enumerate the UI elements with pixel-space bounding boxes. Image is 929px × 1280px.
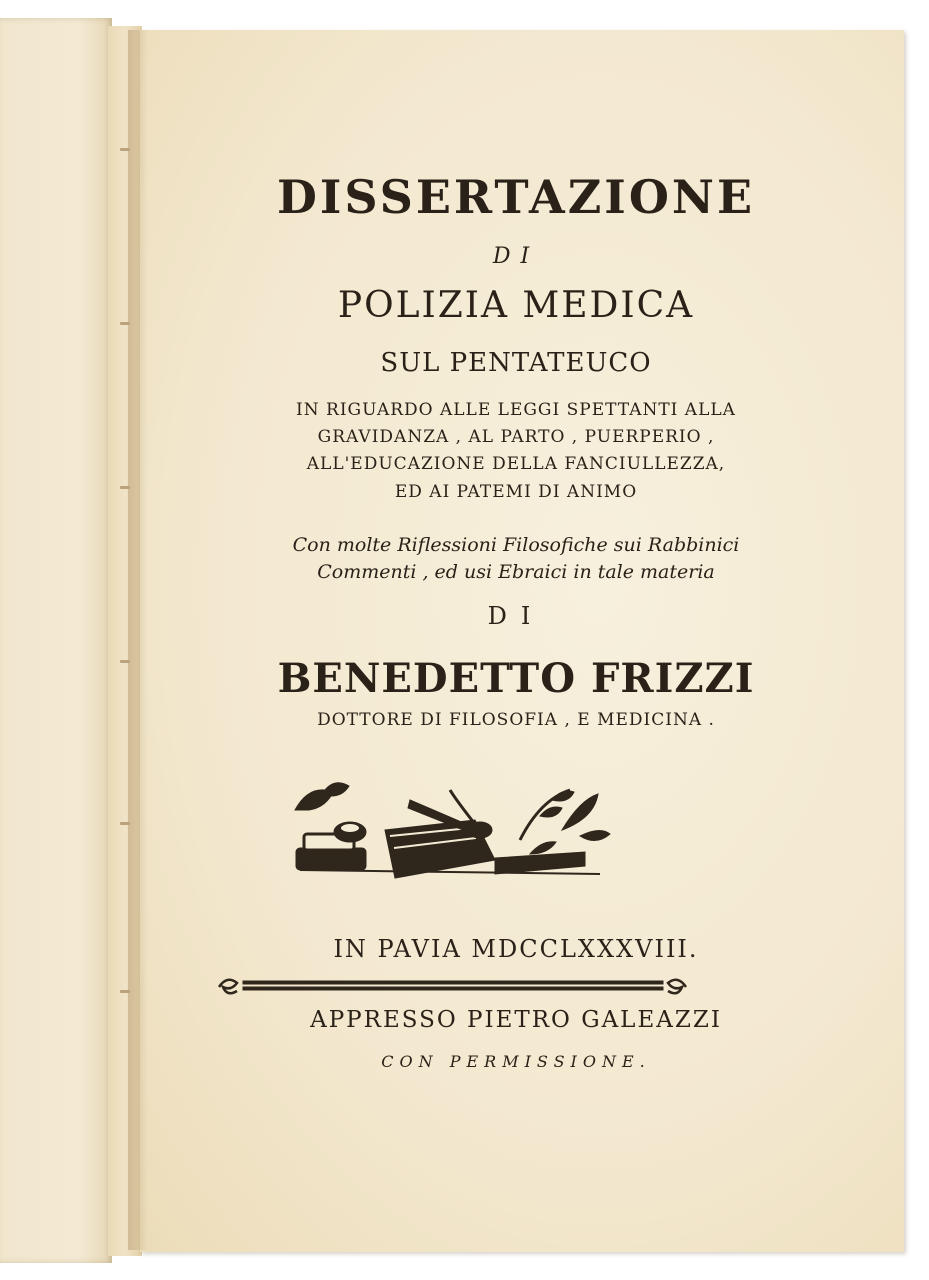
binding-stitch bbox=[120, 486, 130, 489]
left-cover-board bbox=[0, 18, 112, 1263]
description-line: GRAVIDANZA , AL PARTO , PUERPERIO , bbox=[317, 427, 715, 447]
printer-name: APPRESSO PIETRO GALEAZZI bbox=[310, 1007, 722, 1033]
reflection-line: Con molte Riflessioni Filosofiche sui Rabbinici bbox=[292, 534, 740, 556]
topic-heading: SUL PENTATEUCO bbox=[380, 348, 652, 378]
imprint-place-date: IN PAVIA MDCCLXXXVIII. bbox=[333, 935, 699, 963]
binding-stitch bbox=[120, 990, 130, 993]
subject-heading: POLIZIA MEDICA bbox=[337, 285, 695, 326]
permission-note: CON PERMISSIONE. bbox=[381, 1052, 651, 1071]
reflection-line: Commenti , ed usi Ebraici in tale materia bbox=[317, 561, 715, 583]
author-name: BENEDETTO FRIZZI bbox=[277, 655, 755, 702]
title-page-text bbox=[140, 30, 840, 1252]
preposition-di: DI bbox=[492, 244, 540, 269]
description-line: ED AI PATEMI DI ANIMO bbox=[394, 482, 638, 502]
book-title: DISSERTAZIONE bbox=[277, 170, 755, 224]
preposition-di-author: DI bbox=[487, 602, 545, 630]
binding-stitch bbox=[120, 148, 130, 151]
binding-stitch bbox=[120, 322, 130, 325]
books-and-inkwell-woodcut-icon bbox=[290, 770, 620, 885]
ornamental-rule-icon bbox=[215, 975, 690, 999]
binding-stitch bbox=[120, 660, 130, 663]
binding-stitch bbox=[120, 822, 130, 825]
description-line: ALL'EDUCAZIONE DELLA FANCIULLEZZA, bbox=[306, 454, 726, 474]
description-line: IN RIGUARDO ALLE LEGGI SPETTANTI ALLA bbox=[296, 400, 736, 420]
author-title: DOTTORE DI FILOSOFIA , E MEDICINA . bbox=[317, 710, 715, 730]
